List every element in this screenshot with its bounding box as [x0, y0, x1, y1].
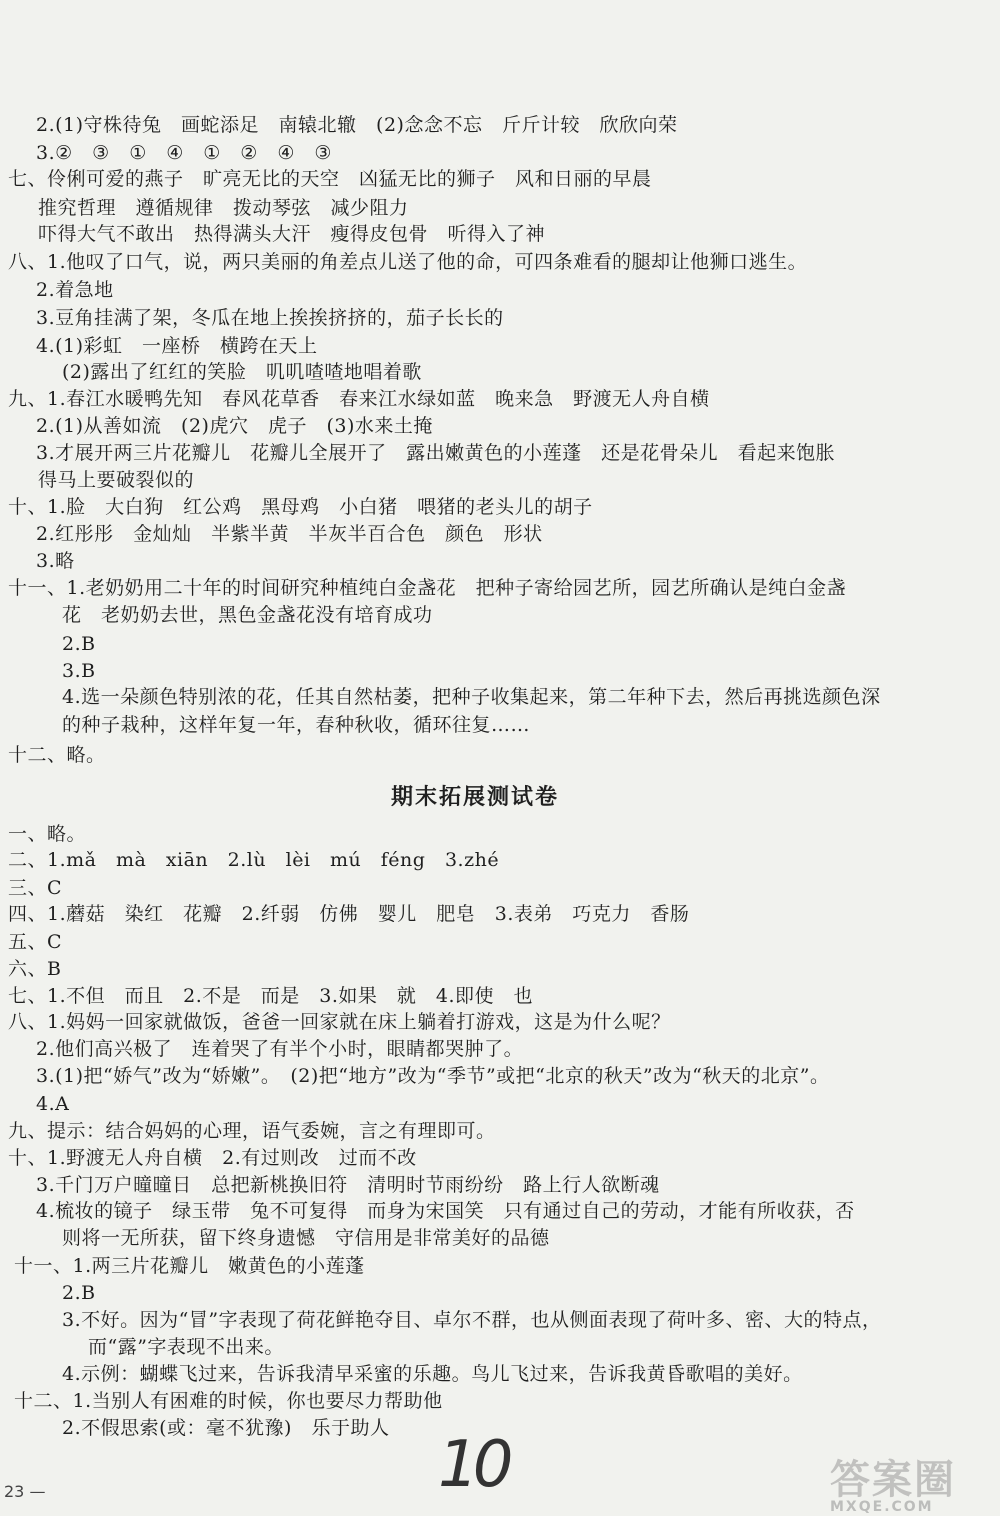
text-line: 一、略。	[8, 823, 87, 845]
text-line: 4.示例：蝴蝶飞过来，告诉我清早采蜜的乐趣。鸟儿飞过来，告诉我黄昏歌唱的美好。	[62, 1363, 803, 1385]
section-title: 期末拓展测试卷	[390, 784, 559, 810]
text-line: 2.他们高兴极了 连着哭了有半个小时，眼睛都哭肿了。	[36, 1038, 524, 1060]
text-line: 花 老奶奶去世，黑色金盏花没有培育成功	[62, 604, 433, 626]
text-line: 4.梳妆的镜子 绿玉带 兔不可复得 而身为宋国笑 只有通过自己的劳动，才能有所收获，否	[36, 1200, 855, 1222]
text-line: 的种子栽种，这样年复一年，春种秋收，循环往复……	[62, 714, 531, 736]
text-line: 十一、1.老奶奶用二十年的时间研究种植纯白金盏花 把种子寄给园艺所，园艺所确认是纯白金盏	[8, 577, 847, 599]
text-line: 2.(1)从善如流 (2)虎穴 虎子 (3)水来土掩	[36, 415, 433, 437]
text-line: 得马上要破裂似的	[38, 469, 195, 491]
text-line: 3.豆角挂满了架，冬瓜在地上挨挨挤挤的，茄子长长的	[36, 307, 504, 329]
text-line: 3.② ③ ① ④ ① ② ④ ③	[36, 142, 332, 164]
text-line: 四、1.蘑菇 染红 花瓣 2.纤弱 仿佛 婴儿 肥皂 3.表弟 巧克力 香肠	[8, 903, 690, 925]
text-line: 十一、1.两三片花瓣儿 嫩黄色的小莲蓬	[14, 1255, 365, 1277]
text-line: 则将一无所获，留下终身遗憾 守信用是非常美好的品德	[62, 1227, 550, 1249]
text-line: 而“露”字表现不出来。	[88, 1336, 284, 1358]
text-line: 七、1.不但 而且 2.不是 而是 3.如果 就 4.即使 也	[8, 985, 534, 1007]
text-line: 2.红彤彤 金灿灿 半紫半黄 半灰半百合色 颜色 形状	[36, 523, 543, 545]
text-line: 3.(1)把“娇气”改为“娇嫩”。 (2)把“地方”改为“季节”或把“北京的秋天”改为“秋天的北京”。	[36, 1065, 830, 1087]
text-line: 十、1.野渡无人舟自横 2.有过则改 过而不改	[8, 1147, 417, 1169]
text-line: 2.不假思索(或：毫不犹豫) 乐于助人	[62, 1417, 390, 1439]
watermark-logo: 答案圈	[830, 1457, 956, 1503]
text-line: 3.才展开两三片花瓣儿 花瓣儿全展开了 露出嫩黄色的小莲蓬 还是花骨朵儿 看起来饱胀	[36, 442, 836, 464]
watermark	[830, 1448, 980, 1515]
text-line: 六、B	[8, 958, 62, 980]
text-line: 三、C	[8, 877, 63, 899]
text-line: 九、提示：结合妈妈的心理，语气委婉，言之有理即可。	[8, 1120, 496, 1142]
text-line: 4.A	[36, 1093, 70, 1115]
text-line: 十二、略。	[8, 744, 106, 766]
text-line: 3.千门万户曈曈日 总把新桃换旧符 清明时节雨纷纷 路上行人欲断魂	[36, 1174, 660, 1196]
text-line: 五、C	[8, 931, 63, 953]
text-line: 2.(1)守株待兔 画蛇添足 南辕北辙 (2)念念不忘 斤斤计较 欣欣向荣	[36, 114, 678, 136]
text-line: 2.B	[62, 633, 96, 655]
text-line: 2.着急地	[36, 279, 114, 301]
text-line: 十、1.脸 大白狗 红公鸡 黑母鸡 小白猪 喂猪的老头儿的胡子	[8, 496, 593, 518]
page-number: 23 —	[4, 1482, 46, 1501]
text-line: 八、1.他叹了口气，说，两只美丽的角差点儿送了他的命，可四条难看的腿却让他狮口逃生。	[8, 251, 808, 273]
text-line: 七、伶俐可爱的燕子 旷亮无比的天空 凶猛无比的狮子 风和日丽的早晨	[8, 168, 652, 190]
text-line: 3.略	[36, 550, 75, 572]
text-line: 3.不好。因为“冒”字表现了荷花鲜艳夺目、卓尔不群，也从侧面表现了荷叶多、密、大的特点，	[62, 1309, 882, 1331]
text-line: (2)露出了红红的笑脸 叽叽喳喳地唱着歌	[62, 361, 422, 383]
text-line: 3.B	[62, 660, 96, 682]
text-line: 吓得大气不敢出 热得满头大汗 瘦得皮包骨 听得入了神	[38, 223, 546, 245]
text-line: 4.(1)彩虹 一座桥 横跨在天上	[36, 335, 318, 357]
text-line: 二、1.mǎ mà xiān 2.lù lèi mú féng 3.zhé	[8, 849, 500, 871]
text-line: 2.B	[62, 1282, 96, 1304]
text-line: 十二、1.当别人有困难的时候，你也要尽力帮助他	[14, 1390, 443, 1412]
handwritten-mark: 10	[438, 1428, 508, 1502]
watermark-url: MXQE.COM	[830, 1499, 934, 1515]
text-line: 4.选一朵颜色特别浓的花，任其自然枯萎，把种子收集起来，第二年种下去，然后再挑选颜色深	[62, 686, 881, 708]
text-line: 八、1.妈妈一回家就做饭，爸爸一回家就在床上躺着打游戏，这是为什么呢？	[8, 1011, 671, 1033]
text-line: 九、1.春江水暖鸭先知 春风花草香 春来江水绿如蓝 晚来急 野渡无人舟自横	[8, 388, 710, 410]
text-line: 推究哲理 遵循规律 拨动琴弦 减少阻力	[38, 197, 409, 219]
